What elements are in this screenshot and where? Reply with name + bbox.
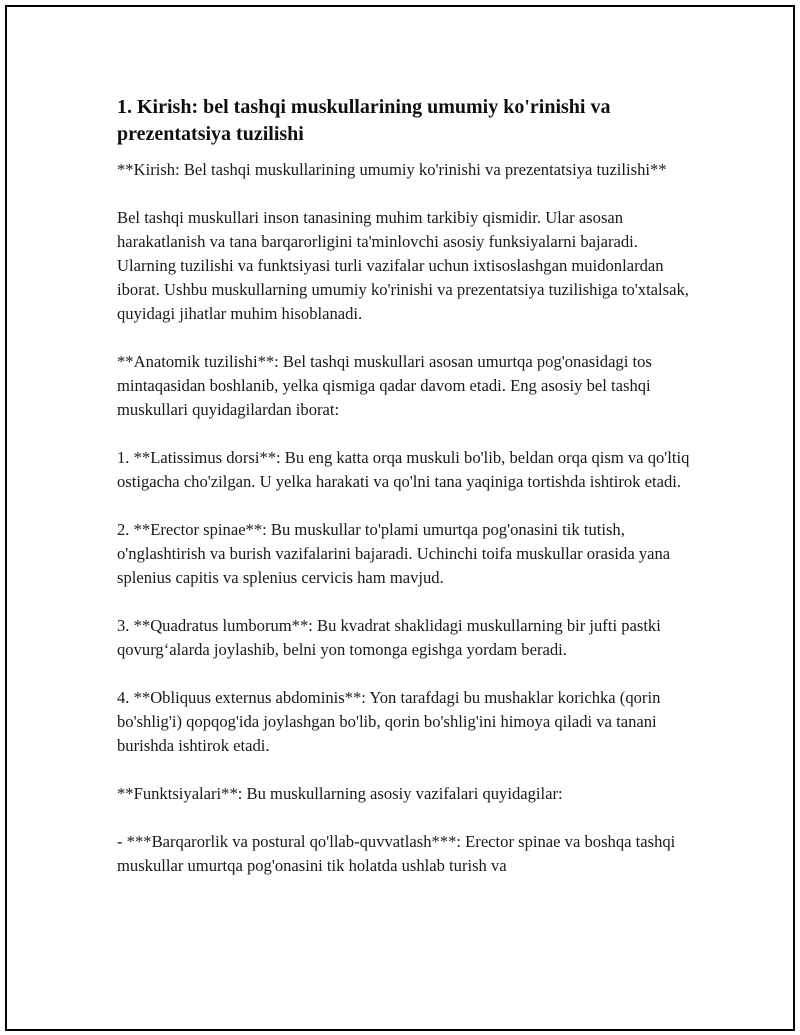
list-item-erector-spinae: 2. **Erector spinae**: Bu muskullar to'plami umurtqa pog'onasini tik tutish, o'nglashtirish va burish vazifalarini bajaradi. Uchinchi toifa muskullar orasida yana splenius capitis va splenius cervicis ham mavjud. <box>117 520 671 587</box>
intro-paragraph: Bel tashqi muskullari inson tanasining muhim tarkibiy qismidir. Ular asosan harakatlanish va tana barqarorligini ta'minlovchi asosiy funksiyalarni bajaradi. Ularning tuzilishi va funktsiyasi turli vazifalar uchun ixtisoslashgan muidonlardan iborat. Ushbu muskullarning umumiy ko'rinishi va prezentatsiya tuzilishiga to'xtalsak, quyidagi jihatlar muhim hisoblanadi. <box>117 208 689 323</box>
anatomy-paragraph: **Anatomik tuzilishi**: Bel tashqi muskullari asosan umurtqa pog'onasidagi tos mintaqasidan boshlanib, yelka qismiga qadar davom etadi. Eng asosiy bel tashqi muskullari quyidagilardan iborat: <box>117 352 652 419</box>
list-item-obliquus: 4. **Obliquus externus abdominis**: Yon tarafdagi bu mushaklar korichka (qorin bo'shlig'i) qopqog'ida joylashgan bo'lib, qorin bo'shlig'ini himoya qiladi va tanani burishda ishtirok etadi. <box>117 688 661 755</box>
list-item-latissimus: 1. **Latissimus dorsi**: Bu eng katta orqa muskuli bo'lib, beldan orqa qism va qo'ltiq ostigacha cho'zilgan. U yelka harakati va qo'lni tana yaqiniga tortishda ishtirok etadi. <box>117 448 690 491</box>
section-heading: 1. Kirish: bel tashqi muskullarining umumiy ko'rinishi va prezentatsiya tuzilishi <box>117 96 611 145</box>
list-item-quadratus: 3. **Quadratus lumborum**: Bu kvadrat shaklidagi muskullarning bir jufti pastki qovurg‘alarda joylashib, belni yon tomonga egishga yordam beradi. <box>117 616 661 659</box>
functions-bullet-stability: - ***Barqarorlik va postural qo'llab-quvvatlash***: Erector spinae va boshqa tashqi muskullar umurtqa pog'onasini tik holatda ushlab turish va <box>117 832 676 875</box>
document-body <box>117 94 697 902</box>
functions-paragraph: **Funktsiyalari**: Bu muskullarning asosiy vazifalari quyidagilar: <box>117 784 563 803</box>
intro-bold-line: **Kirish: Bel tashqi muskullarining umumiy ko'rinishi va prezentatsiya tuzilishi** <box>117 160 667 179</box>
